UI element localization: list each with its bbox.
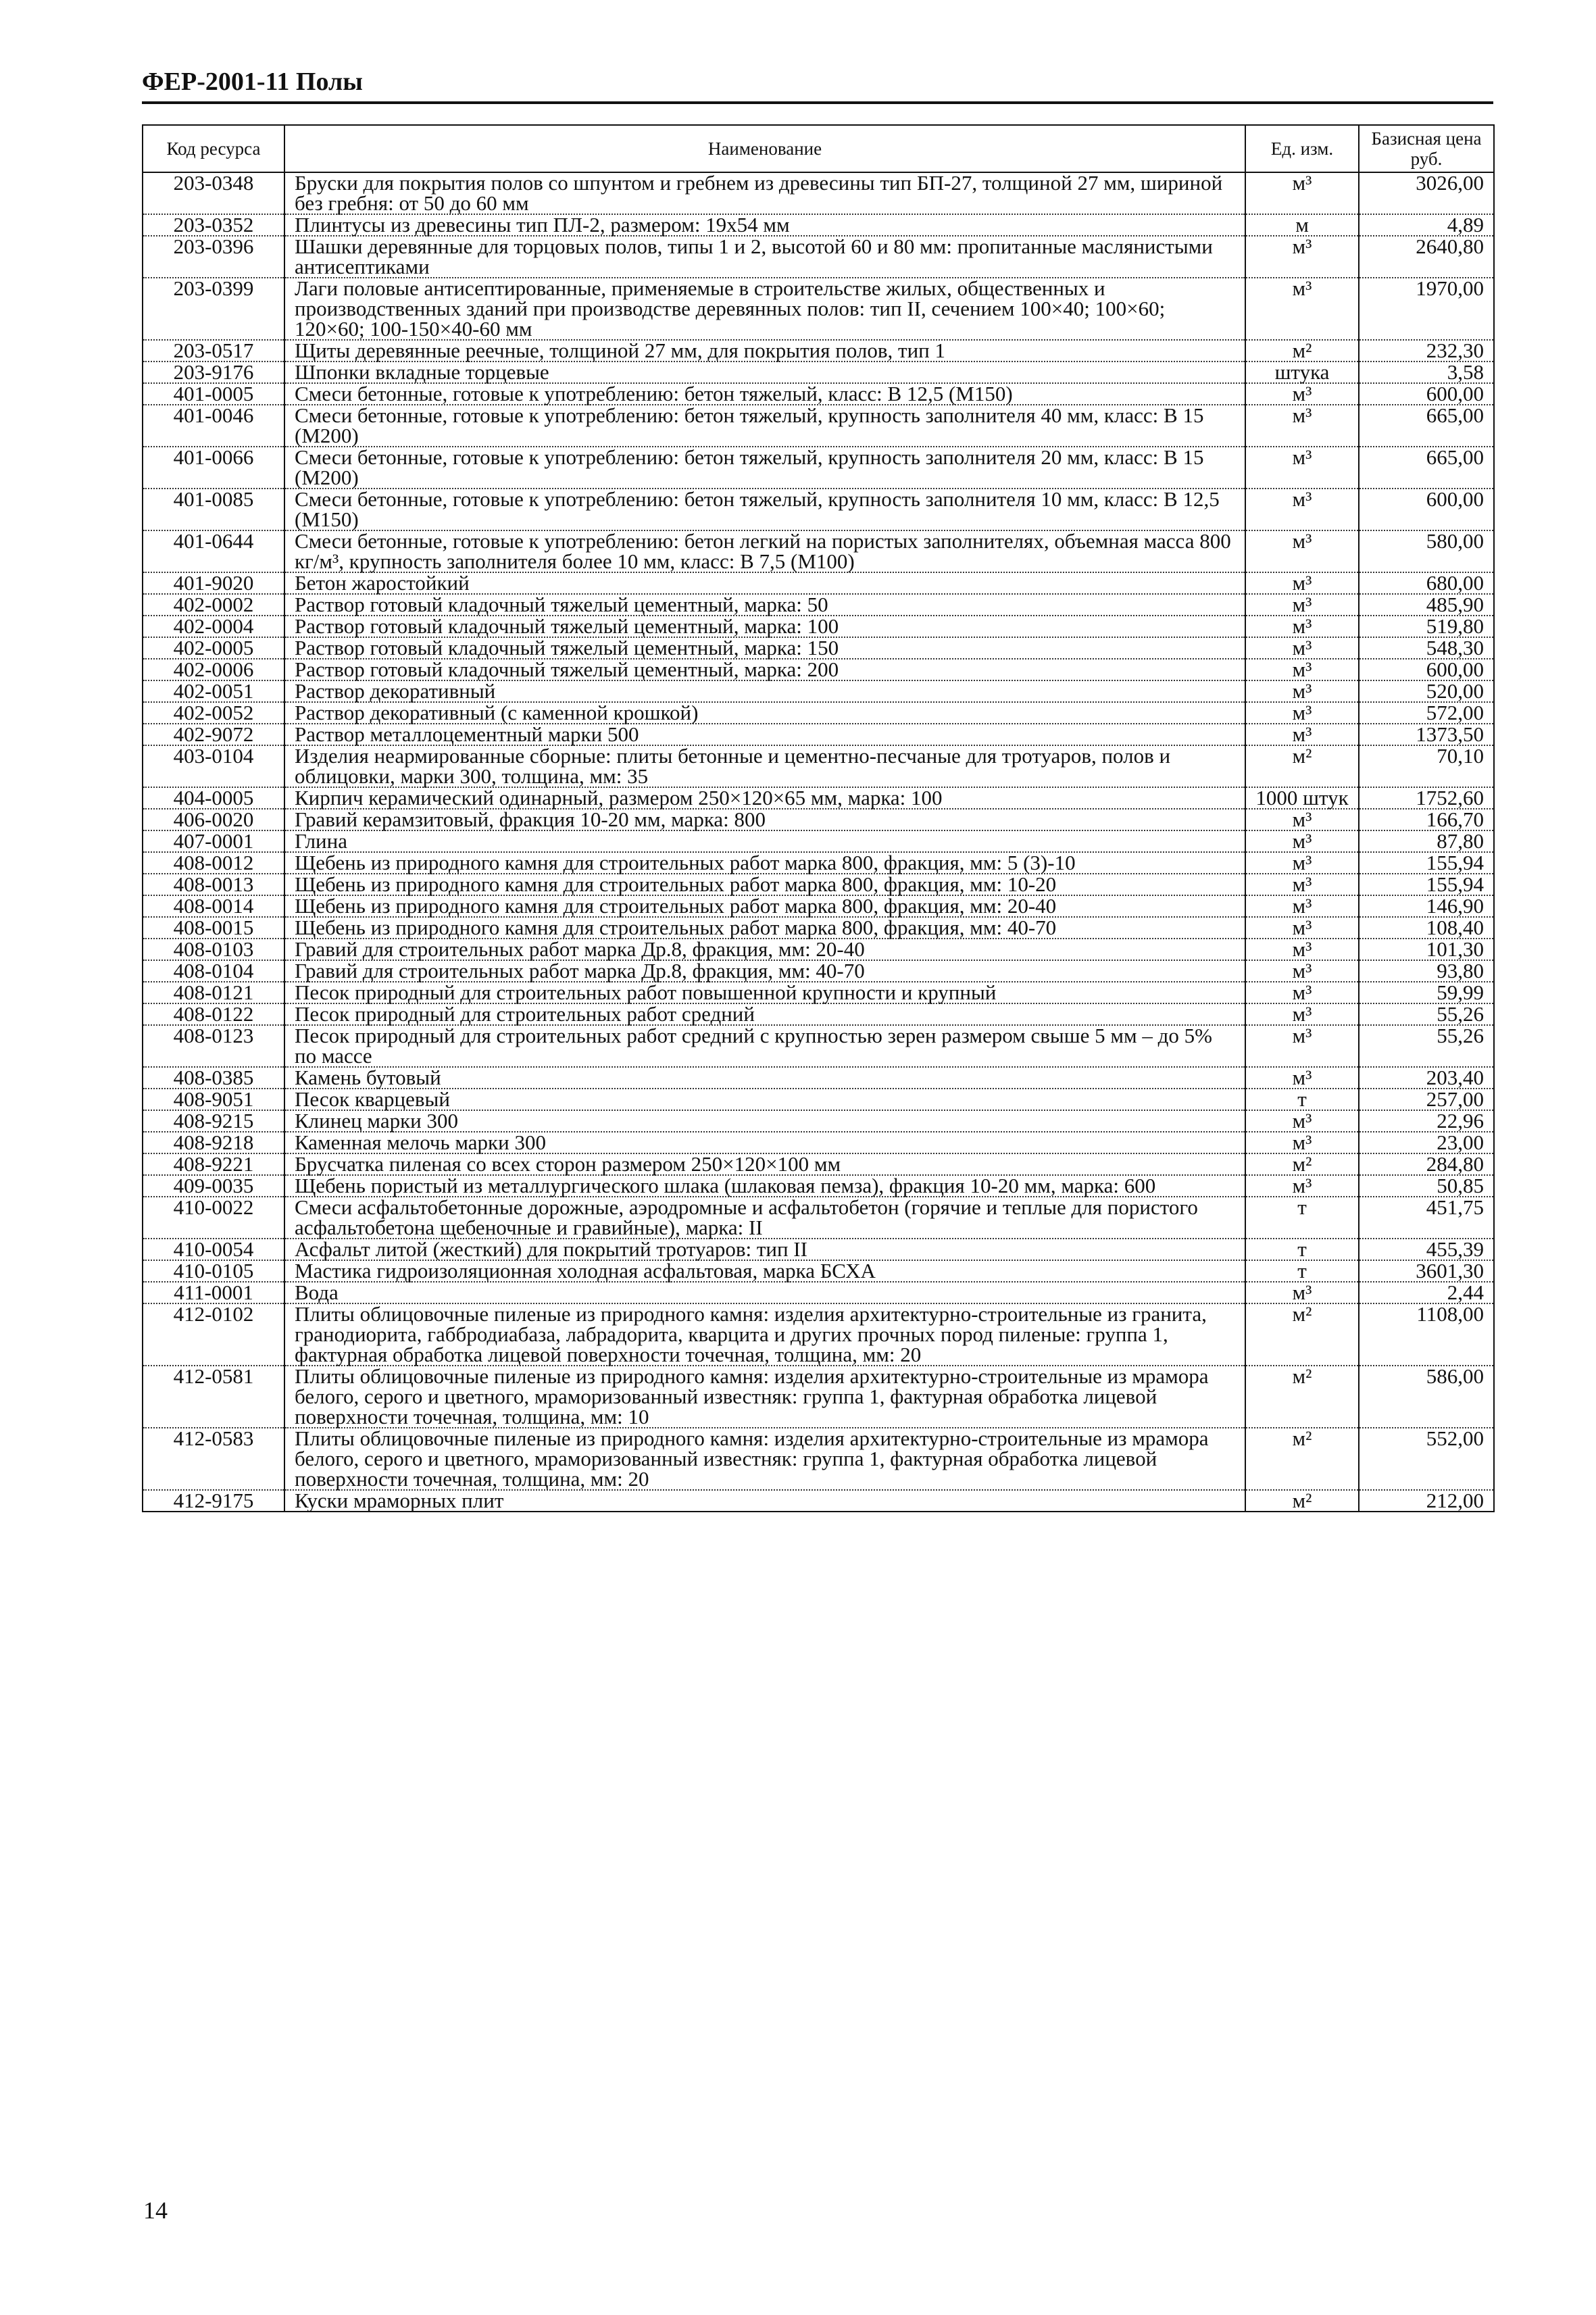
cell-name: Щиты деревянные реечные, толщиной 27 мм, для покрытия полов, тип 1: [284, 340, 1245, 362]
cell-price: 548,30: [1359, 637, 1494, 659]
cell-price: 600,00: [1359, 383, 1494, 405]
cell-name: Куски мраморных плит: [284, 1490, 1245, 1512]
table-row: [143, 1132, 1494, 1153]
cell-code: 408-0123: [143, 1025, 284, 1067]
cell-code: 408-9218: [143, 1132, 284, 1153]
cell-price: 146,90: [1359, 895, 1494, 917]
cell-unit: м³: [1245, 680, 1359, 702]
cell-price: 23,00: [1359, 1132, 1494, 1153]
cell-code: 407-0001: [143, 830, 284, 852]
table-row: [143, 572, 1494, 594]
cell-code: 410-0054: [143, 1239, 284, 1260]
cell-unit: м³: [1245, 172, 1359, 214]
cell-price: 665,00: [1359, 405, 1494, 447]
cell-unit: м³: [1245, 383, 1359, 405]
cell-name: Каменная мелочь марки 300: [284, 1132, 1245, 1153]
cell-price: 257,00: [1359, 1089, 1494, 1110]
cell-name: Бетон жаростойкий: [284, 572, 1245, 594]
cell-code: 411-0001: [143, 1282, 284, 1303]
cell-unit: м³: [1245, 659, 1359, 680]
cell-name: Раствор декоративный (с каменной крошкой): [284, 702, 1245, 724]
cell-unit: т: [1245, 1260, 1359, 1282]
cell-price: 166,70: [1359, 809, 1494, 830]
cell-code: 402-0051: [143, 680, 284, 702]
header-rule: [142, 101, 1493, 104]
cell-code: 402-0052: [143, 702, 284, 724]
cell-code: 406-0020: [143, 809, 284, 830]
cell-name: Смеси бетонные, готовые к употреблению: бетон легкий на пористых заполнителях, объемная масса 800 кг/м³, крупность заполнителя более 10 мм, класс: В 7,5 (М100): [284, 530, 1245, 572]
cell-code: 403-0104: [143, 745, 284, 787]
cell-name: Песок природный для строительных работ средний: [284, 1003, 1245, 1025]
cell-price: 232,30: [1359, 340, 1494, 362]
cell-name: Раствор декоративный: [284, 680, 1245, 702]
cell-price: 680,00: [1359, 572, 1494, 594]
table-row: [143, 1282, 1494, 1303]
cell-unit: т: [1245, 1089, 1359, 1110]
cell-unit: м³: [1245, 917, 1359, 939]
cell-price: 284,80: [1359, 1153, 1494, 1175]
table-row: [143, 830, 1494, 852]
cell-price: 520,00: [1359, 680, 1494, 702]
cell-code: 402-0005: [143, 637, 284, 659]
table-row: [143, 447, 1494, 489]
page-header: [142, 62, 1493, 101]
table-row: [143, 236, 1494, 278]
cell-code: 401-0066: [143, 447, 284, 489]
cell-name: Шпонки вкладные торцевые: [284, 362, 1245, 383]
cell-code: 408-0014: [143, 895, 284, 917]
cell-price: 3601,30: [1359, 1260, 1494, 1282]
cell-name: Раствор готовый кладочный тяжелый цементный, марка: 100: [284, 616, 1245, 637]
cell-name: Гравий для строительных работ марка Др.8, фракция, мм: 40-70: [284, 960, 1245, 982]
table-row: [143, 1067, 1494, 1089]
table-row: [143, 1153, 1494, 1175]
cell-name: Щебень из природного камня для строительных работ марка 800, фракция, мм: 40-70: [284, 917, 1245, 939]
cell-name: Вода: [284, 1282, 1245, 1303]
cell-unit: м³: [1245, 702, 1359, 724]
table-row: [143, 1490, 1494, 1512]
cell-price: 212,00: [1359, 1490, 1494, 1512]
cell-unit: м³: [1245, 1175, 1359, 1197]
cell-price: 1373,50: [1359, 724, 1494, 745]
cell-price: 70,10: [1359, 745, 1494, 787]
cell-unit: м³: [1245, 982, 1359, 1003]
cell-price: 55,26: [1359, 1025, 1494, 1067]
cell-code: 408-0385: [143, 1067, 284, 1089]
cell-unit: т: [1245, 1239, 1359, 1260]
cell-code: 412-0102: [143, 1303, 284, 1366]
cell-unit: м²: [1245, 340, 1359, 362]
cell-unit: м³: [1245, 637, 1359, 659]
cell-unit: м³: [1245, 594, 1359, 616]
cell-price: 93,80: [1359, 960, 1494, 982]
table-row: [143, 278, 1494, 340]
cell-name: Раствор готовый кладочный тяжелый цементный, марка: 200: [284, 659, 1245, 680]
cell-name: Плиты облицовочные пиленые из природного камня: изделия архитектурно-строительные из мрамора белого, серого и цветного, мраморизованный известняк: группа 1, фактурная обработка лицевой поверхности точечная, толщина, мм: 10: [284, 1366, 1245, 1428]
column-header-code: Код ресурса: [143, 125, 284, 172]
cell-name: Шашки деревянные для торцовых полов, типы 1 и 2, высотой 60 и 80 мм: пропитанные маслянистыми антисептиками: [284, 236, 1245, 278]
cell-unit: м³: [1245, 1067, 1359, 1089]
cell-name: Гравий керамзитовый, фракция 10-20 мм, марка: 800: [284, 809, 1245, 830]
cell-unit: м³: [1245, 895, 1359, 917]
cell-name: Смеси бетонные, готовые к употреблению: бетон тяжелый, крупность заполнителя 10 мм, класс: В 12,5 (М150): [284, 489, 1245, 530]
cell-unit: м³: [1245, 830, 1359, 852]
table-row: [143, 489, 1494, 530]
cell-unit: м: [1245, 214, 1359, 236]
table-row: [143, 616, 1494, 637]
cell-code: 408-9215: [143, 1110, 284, 1132]
table-row: [143, 982, 1494, 1003]
cell-price: 600,00: [1359, 489, 1494, 530]
cell-unit: м³: [1245, 1025, 1359, 1067]
table-row: [143, 852, 1494, 874]
cell-unit: м²: [1245, 1428, 1359, 1490]
table-row: [143, 383, 1494, 405]
resource-price-table: [142, 124, 1495, 1512]
cell-unit: м²: [1245, 1490, 1359, 1512]
cell-code: 203-0399: [143, 278, 284, 340]
cell-name: Щебень из природного камня для строительных работ марка 800, фракция, мм: 5 (3)-10: [284, 852, 1245, 874]
cell-price: 2,44: [1359, 1282, 1494, 1303]
cell-price: 580,00: [1359, 530, 1494, 572]
cell-unit: м³: [1245, 1110, 1359, 1132]
table-row: [143, 745, 1494, 787]
cell-name: Асфальт литой (жесткий) для покрытий тротуаров: тип II: [284, 1239, 1245, 1260]
cell-unit: м³: [1245, 852, 1359, 874]
cell-name: Брусчатка пиленая со всех сторон размером 250×120×100 мм: [284, 1153, 1245, 1175]
cell-name: Лаги половые антисептированные, применяемые в строительстве жилых, общественных и производственных зданий при производстве деревянных полов: тип II, сечением 100×40; 100×60; 120×60; 100-150×40-60 мм: [284, 278, 1245, 340]
table-row: [143, 405, 1494, 447]
cell-name: Плиты облицовочные пиленые из природного камня: изделия архитектурно-строительные из гранита, гранодиорита, габбродиабаза, лабрадорита, кварцита и других прочных пород пиленые: группа 1, фактурная обработка лицевой поверхности точечная, толщина, мм: 20: [284, 1303, 1245, 1366]
cell-name: Раствор готовый кладочный тяжелый цементный, марка: 150: [284, 637, 1245, 659]
cell-unit: м²: [1245, 1153, 1359, 1175]
cell-code: 203-0396: [143, 236, 284, 278]
cell-unit: м³: [1245, 572, 1359, 594]
cell-code: 401-0085: [143, 489, 284, 530]
cell-code: 410-0105: [143, 1260, 284, 1282]
table-row: [143, 1303, 1494, 1366]
table-row: [143, 702, 1494, 724]
cell-code: 401-0005: [143, 383, 284, 405]
table-row: [143, 1175, 1494, 1197]
table-row: [143, 787, 1494, 809]
cell-price: 485,90: [1359, 594, 1494, 616]
cell-price: 50,85: [1359, 1175, 1494, 1197]
cell-unit: м²: [1245, 745, 1359, 787]
cell-unit: м³: [1245, 874, 1359, 895]
column-header-price: Базисная цена руб.: [1359, 125, 1494, 172]
cell-price: 572,00: [1359, 702, 1494, 724]
cell-price: 519,80: [1359, 616, 1494, 637]
table-row: [143, 1089, 1494, 1110]
table-row: [143, 637, 1494, 659]
cell-code: 410-0022: [143, 1197, 284, 1239]
table-row: [143, 895, 1494, 917]
table-row: [143, 960, 1494, 982]
cell-code: 203-0517: [143, 340, 284, 362]
cell-name: Глина: [284, 830, 1245, 852]
cell-unit: м²: [1245, 1366, 1359, 1428]
cell-price: 1970,00: [1359, 278, 1494, 340]
table-row: [143, 724, 1494, 745]
cell-unit: м³: [1245, 1003, 1359, 1025]
table-row: [143, 1003, 1494, 1025]
table-row: [143, 1260, 1494, 1282]
table-row: [143, 659, 1494, 680]
cell-price: 59,99: [1359, 982, 1494, 1003]
table-row: [143, 340, 1494, 362]
cell-price: 600,00: [1359, 659, 1494, 680]
cell-price: 552,00: [1359, 1428, 1494, 1490]
cell-code: 401-9020: [143, 572, 284, 594]
table-body: [143, 172, 1494, 1512]
cell-price: 451,75: [1359, 1197, 1494, 1239]
table-row: [143, 680, 1494, 702]
cell-name: Щебень из природного камня для строительных работ марка 800, фракция, мм: 20-40: [284, 895, 1245, 917]
table-row: [143, 1239, 1494, 1260]
cell-code: 408-0013: [143, 874, 284, 895]
cell-name: Щебень пористый из металлургического шлака (шлаковая пемза), фракция 10-20 мм, марка: 600: [284, 1175, 1245, 1197]
table-row: [143, 172, 1494, 214]
cell-name: Раствор готовый кладочный тяжелый цементный, марка: 50: [284, 594, 1245, 616]
table-row: [143, 939, 1494, 960]
cell-code: 401-0644: [143, 530, 284, 572]
table-row: [143, 1197, 1494, 1239]
cell-name: Смеси бетонные, готовые к употреблению: бетон тяжелый, крупность заполнителя 20 мм, класс: В 15 (М200): [284, 447, 1245, 489]
cell-unit: м³: [1245, 724, 1359, 745]
cell-name: Смеси бетонные, готовые к употреблению: бетон тяжелый, крупность заполнителя 40 мм, класс: В 15 (М200): [284, 405, 1245, 447]
cell-code: 408-0015: [143, 917, 284, 939]
cell-code: 203-0352: [143, 214, 284, 236]
cell-price: 1752,60: [1359, 787, 1494, 809]
cell-name: Изделия неармированные сборные: плиты бетонные и цементно-песчаные для тротуаров, полов и облицовки, марки 300, толщина, мм: 35: [284, 745, 1245, 787]
cell-code: 203-9176: [143, 362, 284, 383]
cell-unit: м³: [1245, 616, 1359, 637]
cell-price: 3026,00: [1359, 172, 1494, 214]
cell-price: 203,40: [1359, 1067, 1494, 1089]
cell-code: 402-0004: [143, 616, 284, 637]
cell-code: 404-0005: [143, 787, 284, 809]
cell-code: 402-9072: [143, 724, 284, 745]
cell-code: 408-0103: [143, 939, 284, 960]
cell-unit: штука: [1245, 362, 1359, 383]
table-row: [143, 214, 1494, 236]
cell-price: 1108,00: [1359, 1303, 1494, 1366]
cell-name: Песок природный для строительных работ повышенной крупности и крупный: [284, 982, 1245, 1003]
cell-name: Кирпич керамический одинарный, размером 250×120×65 мм, марка: 100: [284, 787, 1245, 809]
cell-price: 2640,80: [1359, 236, 1494, 278]
table-row: [143, 874, 1494, 895]
cell-name: Клинец марки 300: [284, 1110, 1245, 1132]
cell-price: 101,30: [1359, 939, 1494, 960]
cell-unit: м²: [1245, 1303, 1359, 1366]
cell-unit: м³: [1245, 960, 1359, 982]
cell-code: 203-0348: [143, 172, 284, 214]
cell-code: 412-0583: [143, 1428, 284, 1490]
page-number: 14: [143, 2197, 168, 2224]
cell-unit: м³: [1245, 809, 1359, 830]
cell-code: 408-0122: [143, 1003, 284, 1025]
cell-name: Раствор металлоцементный марки 500: [284, 724, 1245, 745]
cell-price: 155,94: [1359, 874, 1494, 895]
table-row: [143, 917, 1494, 939]
cell-price: 22,96: [1359, 1110, 1494, 1132]
cell-unit: т: [1245, 1197, 1359, 1239]
table-header-row: [143, 125, 1494, 172]
cell-name: Плинтусы из древесины тип ПЛ-2, размером: 19х54 мм: [284, 214, 1245, 236]
cell-unit: м³: [1245, 530, 1359, 572]
cell-unit: м³: [1245, 405, 1359, 447]
cell-code: 409-0035: [143, 1175, 284, 1197]
table-row: [143, 1025, 1494, 1067]
cell-name: Бруски для покрытия полов со шпунтом и гребнем из древесины тип БП-27, толщиной 27 мм, шириной без гребня: от 50 до 60 мм: [284, 172, 1245, 214]
cell-name: Мастика гидроизоляционная холодная асфальтовая, марка БСХА: [284, 1260, 1245, 1282]
cell-name: Песок кварцевый: [284, 1089, 1245, 1110]
cell-price: 155,94: [1359, 852, 1494, 874]
document-title: ФЕР-2001-11 Полы: [142, 68, 363, 96]
cell-code: 402-0002: [143, 594, 284, 616]
cell-price: 455,39: [1359, 1239, 1494, 1260]
table-row: [143, 530, 1494, 572]
cell-code: 408-9051: [143, 1089, 284, 1110]
cell-name: Смеси бетонные, готовые к употреблению: бетон тяжелый, класс: В 12,5 (М150): [284, 383, 1245, 405]
cell-unit: м³: [1245, 447, 1359, 489]
cell-unit: м³: [1245, 278, 1359, 340]
cell-price: 665,00: [1359, 447, 1494, 489]
table-row: [143, 1366, 1494, 1428]
column-header-unit: Ед. изм.: [1245, 125, 1359, 172]
cell-unit: м³: [1245, 236, 1359, 278]
cell-name: Смеси асфальтобетонные дорожные, аэродромные и асфальтобетон (горячие и теплые для пористого асфальтобетона щебеночные и гравийные), марка: II: [284, 1197, 1245, 1239]
cell-name: Щебень из природного камня для строительных работ марка 800, фракция, мм: 10-20: [284, 874, 1245, 895]
cell-price: 87,80: [1359, 830, 1494, 852]
cell-unit: м³: [1245, 1132, 1359, 1153]
cell-code: 402-0006: [143, 659, 284, 680]
cell-code: 408-0104: [143, 960, 284, 982]
cell-price: 55,26: [1359, 1003, 1494, 1025]
cell-code: 408-0121: [143, 982, 284, 1003]
cell-unit: 1000 штук: [1245, 787, 1359, 809]
cell-name: Гравий для строительных работ марка Др.8, фракция, мм: 20-40: [284, 939, 1245, 960]
table-row: [143, 362, 1494, 383]
cell-unit: м³: [1245, 489, 1359, 530]
cell-code: 408-9221: [143, 1153, 284, 1175]
table-row: [143, 1110, 1494, 1132]
cell-name: Песок природный для строительных работ средний с крупностью зерен размером свыше 5 мм – до 5% по массе: [284, 1025, 1245, 1067]
table-row: [143, 1428, 1494, 1490]
cell-code: 408-0012: [143, 852, 284, 874]
cell-code: 401-0046: [143, 405, 284, 447]
cell-name: Камень бутовый: [284, 1067, 1245, 1089]
cell-unit: м³: [1245, 1282, 1359, 1303]
cell-code: 412-9175: [143, 1490, 284, 1512]
cell-price: 4,89: [1359, 214, 1494, 236]
cell-code: 412-0581: [143, 1366, 284, 1428]
cell-price: 108,40: [1359, 917, 1494, 939]
column-header-name: Наименование: [284, 125, 1245, 172]
cell-price: 586,00: [1359, 1366, 1494, 1428]
cell-unit: м³: [1245, 939, 1359, 960]
cell-price: 3,58: [1359, 362, 1494, 383]
table-row: [143, 594, 1494, 616]
cell-name: Плиты облицовочные пиленые из природного камня: изделия архитектурно-строительные из мрамора белого, серого и цветного, мраморизованный известняк: группа 1, фактурная обработка лицевой поверхности точечная, толщина, мм: 20: [284, 1428, 1245, 1490]
table-row: [143, 809, 1494, 830]
